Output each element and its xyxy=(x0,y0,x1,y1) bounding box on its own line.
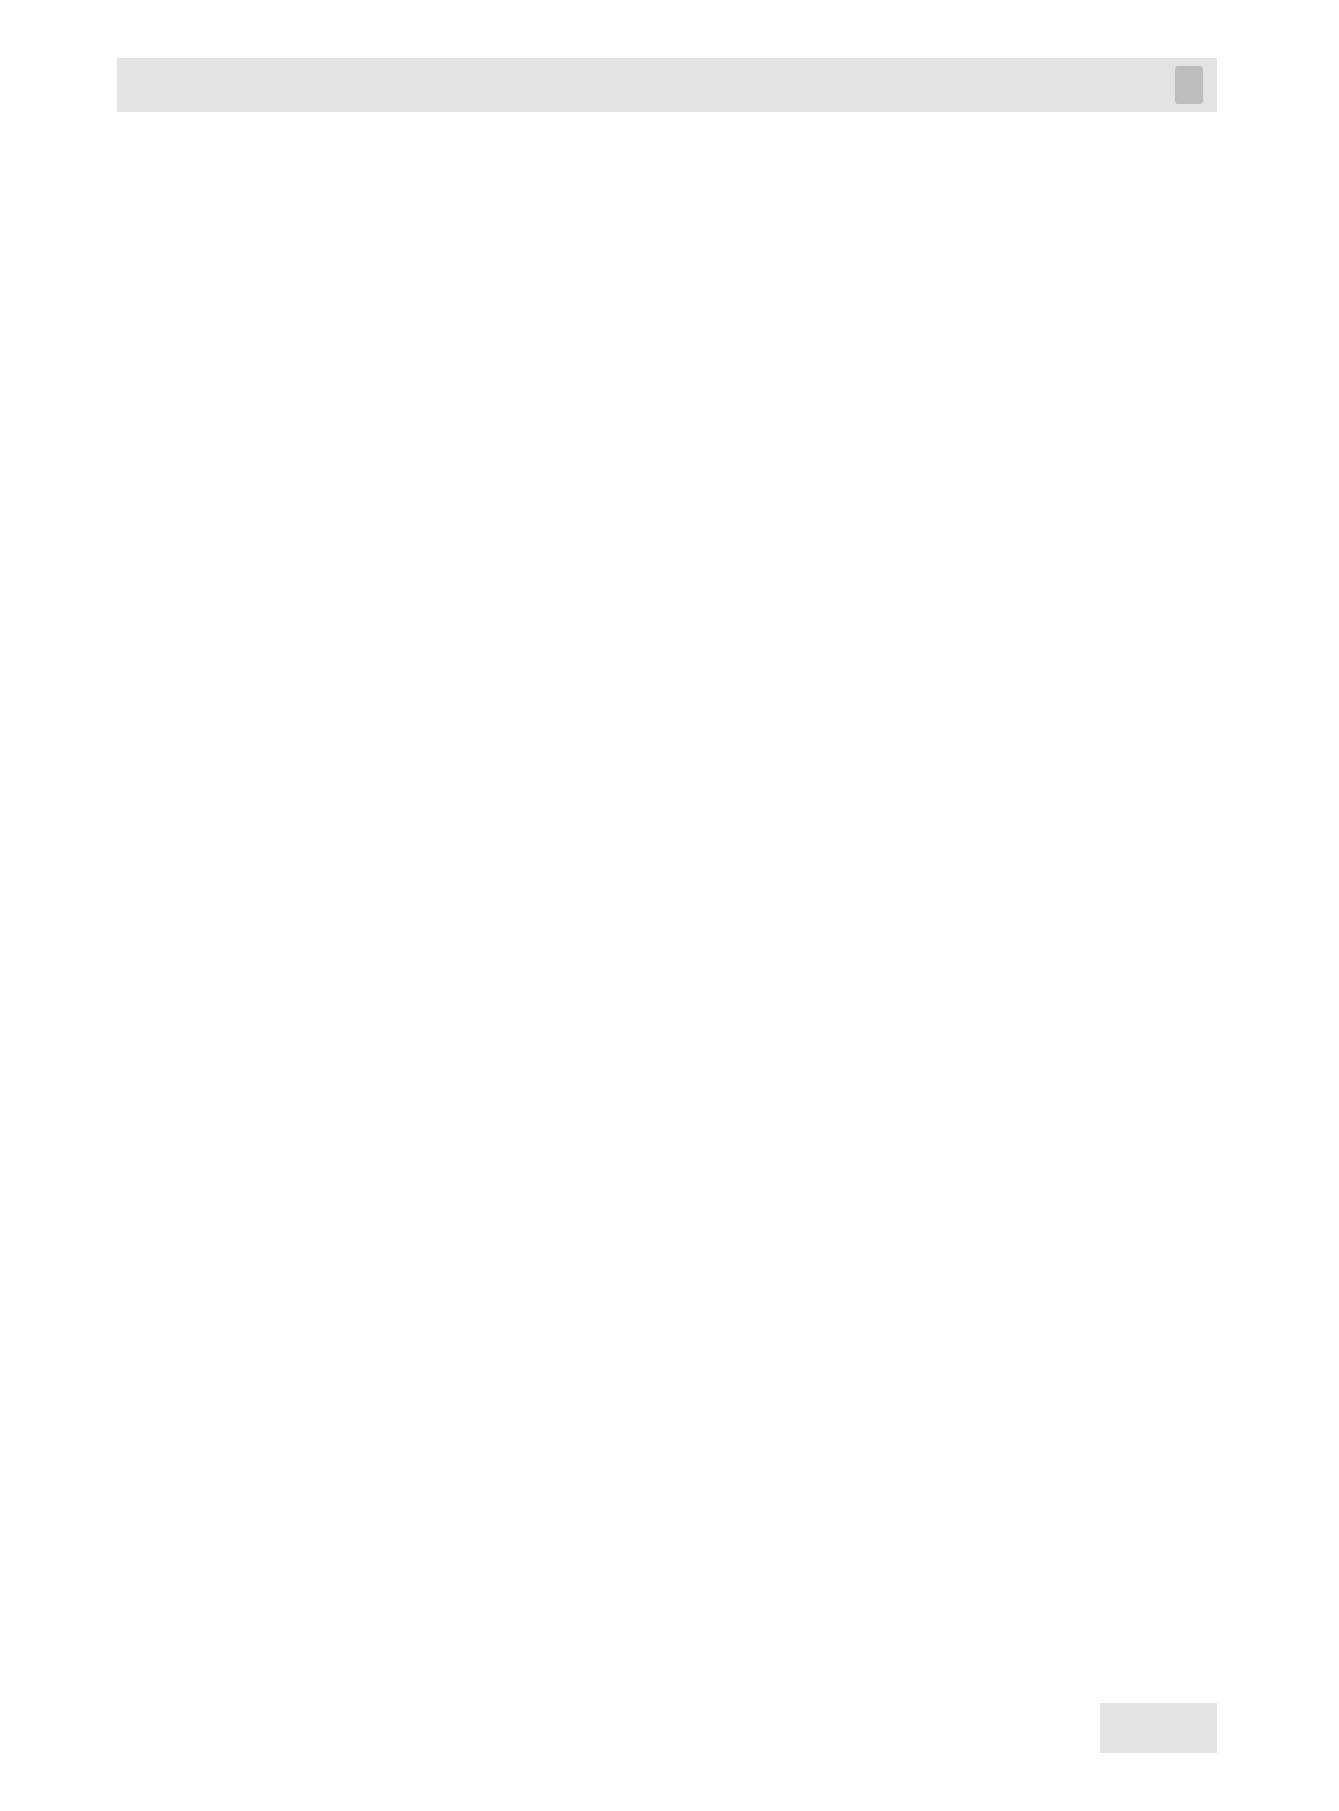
page-footer xyxy=(1100,1703,1217,1753)
running-header xyxy=(117,58,1217,112)
header-tab-marker xyxy=(1175,66,1203,104)
